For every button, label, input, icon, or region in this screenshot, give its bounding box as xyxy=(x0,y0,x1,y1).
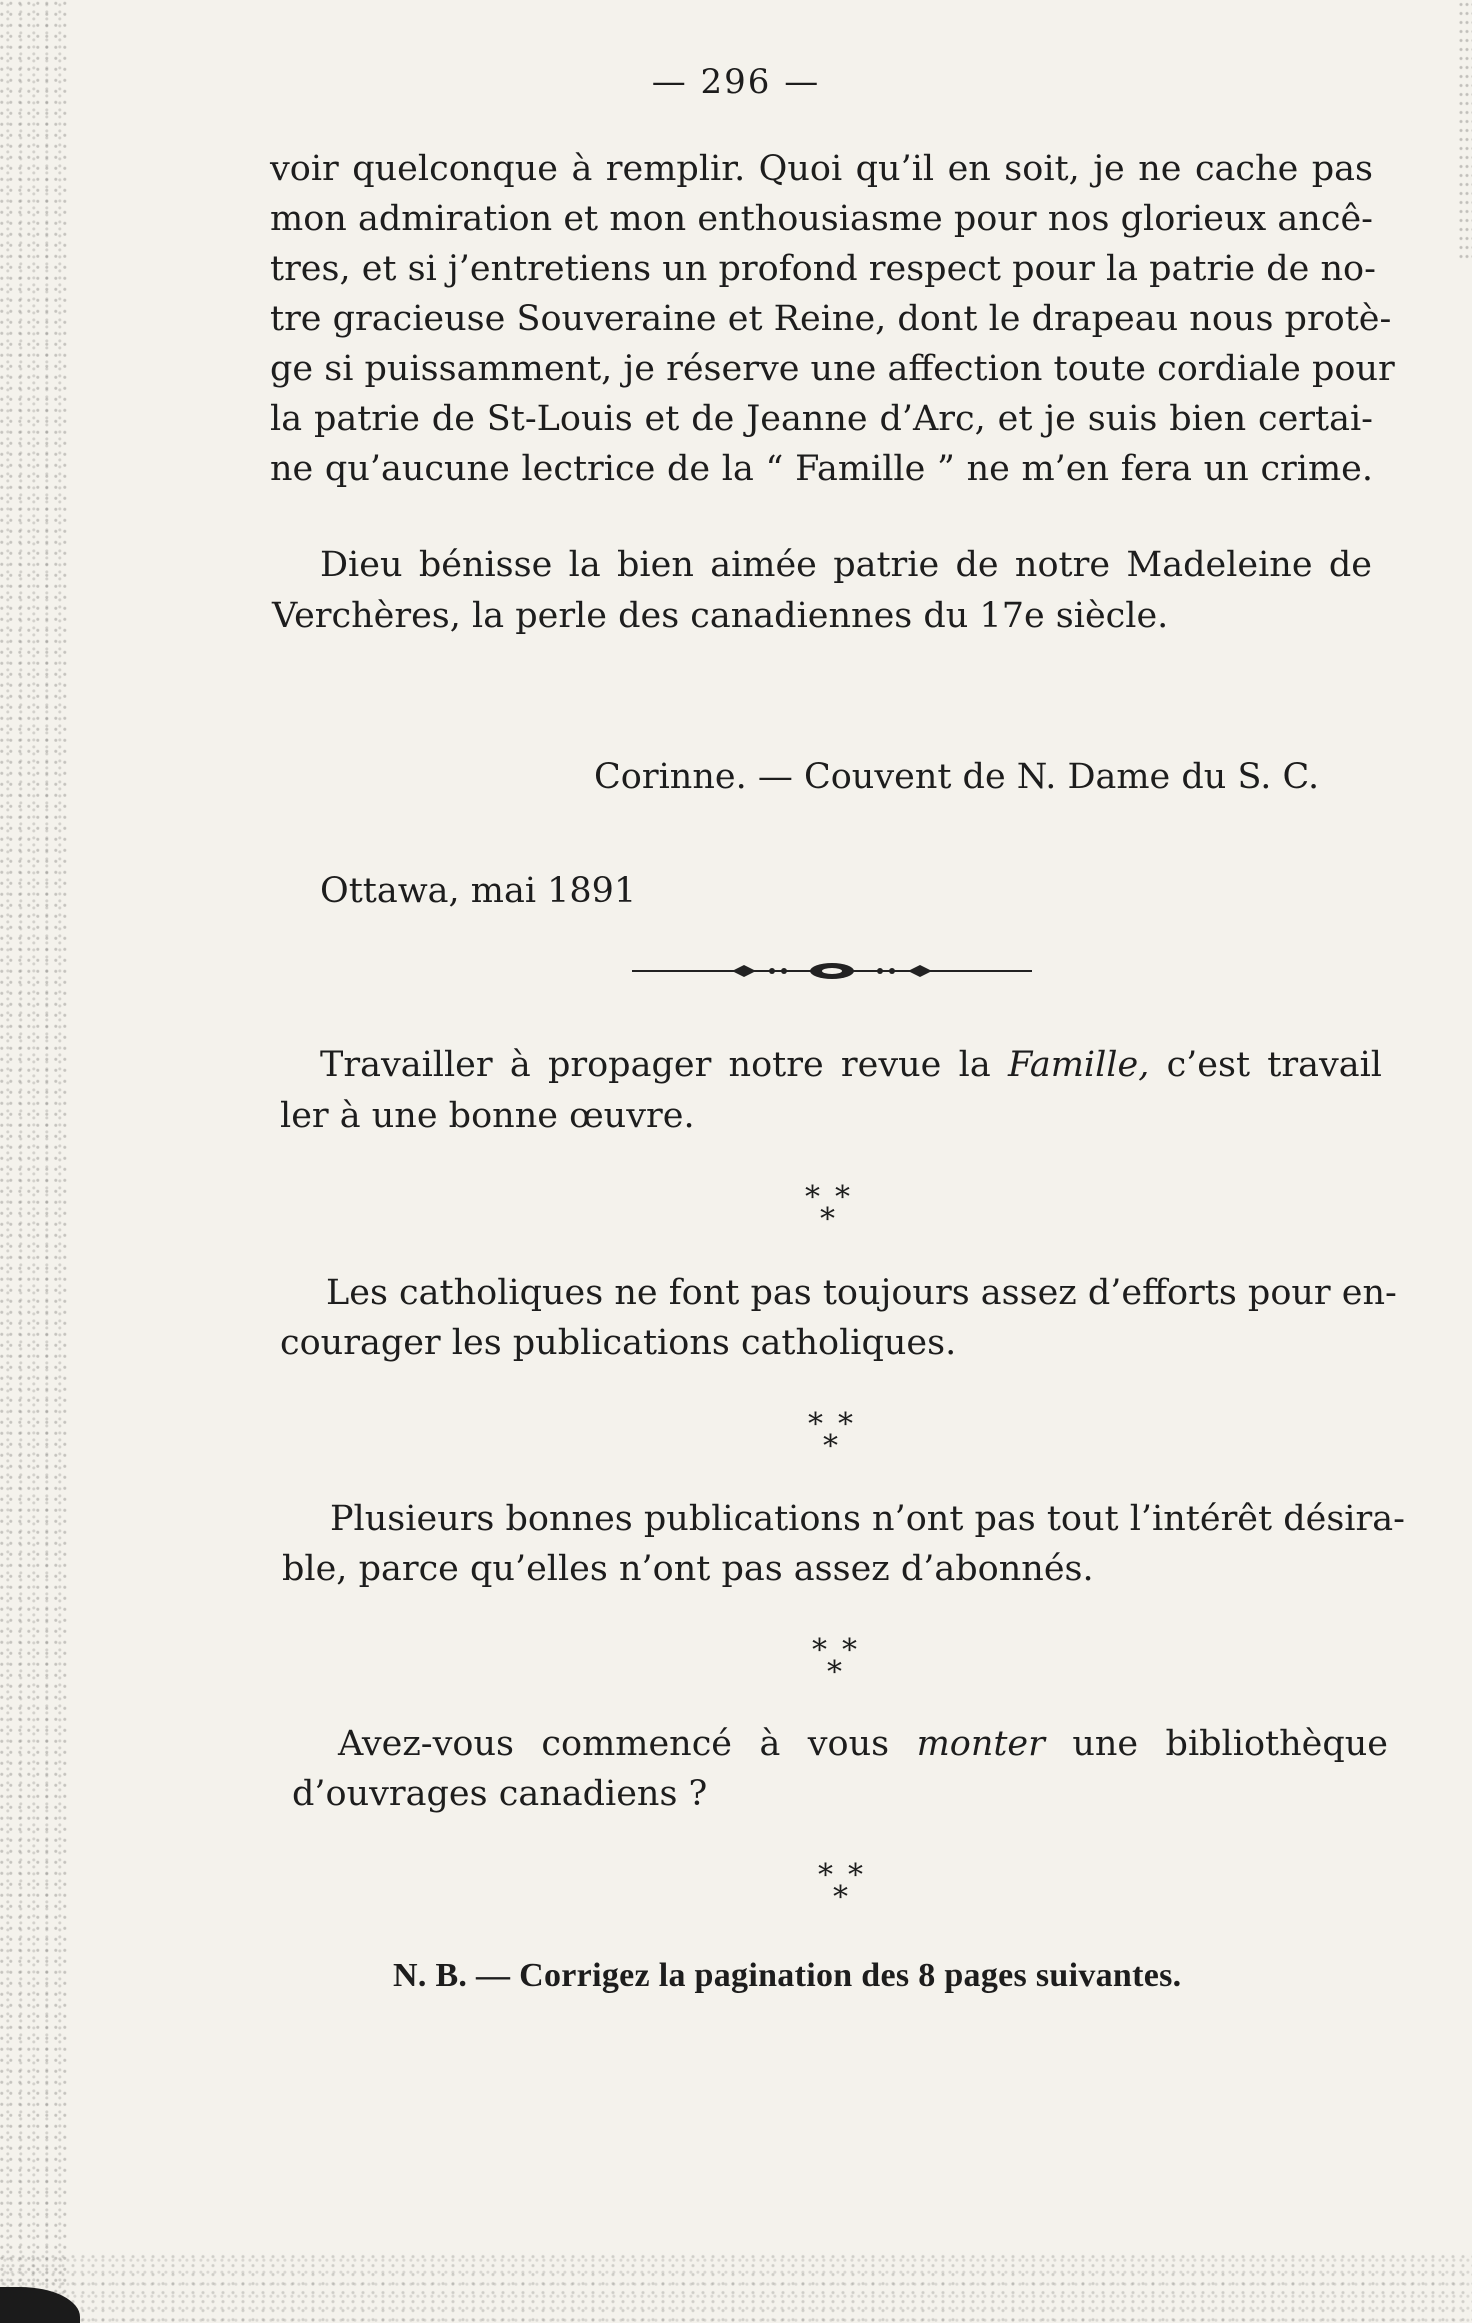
note3-line: Plusieurs bonnes publications n’ont pas tout l’intérêt désira- xyxy=(330,1499,1405,1539)
note1-italic: Famille, xyxy=(1007,1045,1150,1085)
scan-speckle-right xyxy=(1458,0,1472,260)
note2-line: Les catholiques ne font pas toujours assez d’efforts pour en- xyxy=(326,1273,1397,1313)
ornamental-rule xyxy=(632,956,1032,986)
date-line: Ottawa, mai 1891 xyxy=(320,871,637,911)
paragraph1-line: ge si puissamment, je réserve une affection toute cordiale pour xyxy=(270,349,1395,389)
signature: Corinne. — Couvent de N. Dame du S. C. xyxy=(594,757,1320,797)
note4-text-end: une bibliothèque xyxy=(1044,1724,1388,1764)
paragraph2-line: Verchères, la perle des canadiennes du 17e siècle. xyxy=(272,596,1169,636)
nb-note: N. B. — Corrigez la pagination des 8 pages suivantes. xyxy=(393,1957,1182,1994)
note3-line: ble, parce qu’elles n’ont pas assez d’abonnés. xyxy=(282,1549,1094,1589)
paragraph1-line: la patrie de St-Louis et de Jeanne d’Arc, et je suis bien certai- xyxy=(270,399,1373,439)
paragraph1-line: ne qu’aucune lectrice de la “ Famille ” ne m’en fera un crime. xyxy=(270,449,1373,489)
paragraph1-line: tres, et si j’entretiens un profond respect pour la patrie de no- xyxy=(270,249,1376,289)
page-number: — 296 — xyxy=(651,62,821,102)
asterism: * * * xyxy=(818,1858,863,1915)
note4-line xyxy=(338,1724,1388,1764)
note1-text-end: c’est travail xyxy=(1149,1045,1382,1085)
paragraph2-line: Dieu bénisse la bien aimée patrie de notre Madeleine de xyxy=(320,545,1372,585)
scan-speckle-left xyxy=(0,0,70,2323)
note1-line: ler à une bonne œuvre. xyxy=(280,1096,695,1136)
paragraph1-line: tre gracieuse Souveraine et Reine, dont le drapeau nous protè- xyxy=(270,299,1392,339)
note1-line xyxy=(320,1045,1382,1085)
note4-line: d’ouvrages canadiens ? xyxy=(292,1774,708,1814)
paragraph1-line: voir quelconque à remplir. Quoi qu’il en soit, je ne cache pas xyxy=(270,149,1373,189)
note2-line: courager les publications catholiques. xyxy=(280,1323,957,1363)
scan-speckle-bottom xyxy=(0,2253,1472,2323)
asterism: * * * xyxy=(808,1407,853,1464)
paragraph1-line: mon admiration et mon enthousiasme pour nos glorieux ancê- xyxy=(270,199,1373,239)
note1-text: Travailler à propager notre revue la xyxy=(320,1045,1008,1085)
note4-text: Avez-vous commencé à vous xyxy=(338,1724,917,1764)
note4-italic: monter xyxy=(916,1724,1045,1764)
asterism: * * * xyxy=(812,1633,857,1690)
asterism: * * * xyxy=(805,1180,850,1237)
